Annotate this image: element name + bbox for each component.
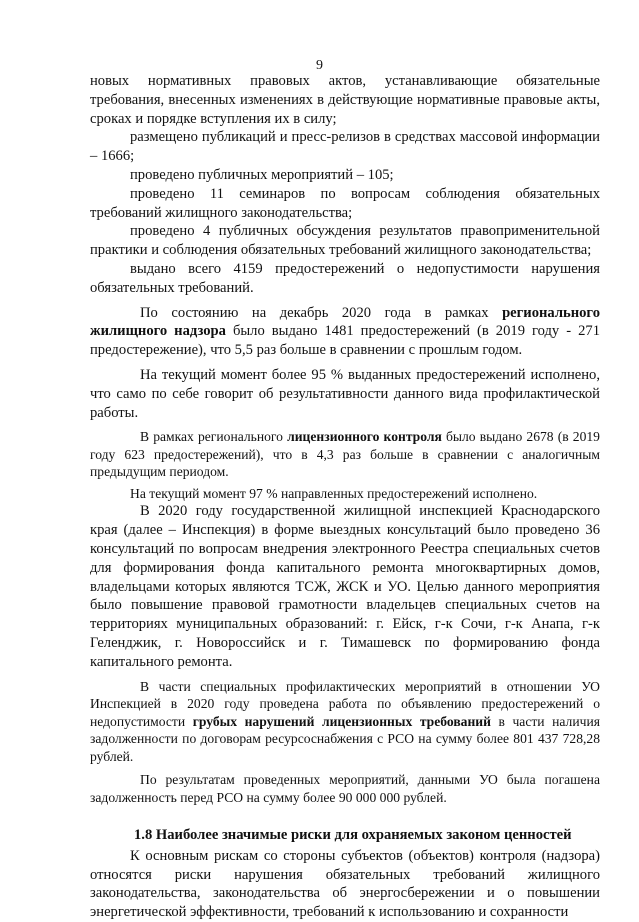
paragraph-12-text-c: в части наличия задолженности по договорам ресурсоснабжения с РСО на сумму более 801 437 728,28 рублей. bbox=[90, 713, 600, 764]
document-body bbox=[90, 72, 600, 922]
paragraph-1: новых нормативных правовых актов, устанавливающие обязательные требования, внесенных изменениях в действующие нормативные правовые акты, сроках и порядке вступления их в силу; bbox=[90, 73, 600, 127]
paragraph-9-bold: лицензионного контроля bbox=[287, 429, 442, 445]
paragraph-9 bbox=[90, 428, 600, 481]
paragraph-12-bold: грубых нарушений лицензионных требований bbox=[192, 713, 491, 729]
paragraph-2: размещено публикаций и пресс-релизов в средствах массовой информации – 1666; bbox=[90, 129, 600, 165]
page-number: 9 bbox=[316, 58, 323, 73]
paragraph-12-text-a: В части специальных профилактических мероприятий в отношении УО Инспекцией в 2020 году проведена работа по объявлению предостережений о недопустимости bbox=[90, 678, 600, 729]
paragraph-6: выдано всего 4159 предостережений о недопустимости нарушения обязательных требований. bbox=[90, 260, 600, 296]
paragraph-5: проведено 4 публичных обсуждения результатов правоприменительной практики и соблюдения обязательных требований жилищного законодательства; bbox=[90, 223, 600, 259]
paragraph-3: проведено публичных мероприятий – 105; bbox=[130, 166, 394, 183]
section-heading: 1.8 Наиболее значимые риски для охраняемых законом ценностей bbox=[134, 827, 572, 844]
paragraph-4: проведено 11 семинаров по вопросам соблюдения обязательных требований жилищного законодательства; bbox=[90, 185, 600, 221]
paragraph-7-bold: регионального жилищного надзора bbox=[90, 304, 600, 340]
paragraph-7-text-a: По состоянию на декабрь 2020 года в рамках bbox=[140, 304, 503, 321]
paragraph-11: В 2020 году государственной жилищной инспекцией Краснодарского края (далее – Инспекция) в форме выездных консультаций было проведено 36 консультаций по вопросам внедрения электронного Реестра специальных счетов для формирования фонда капитального ремонта многоквартирных домов, владельцами которых являются ТСЖ, ЖСК и УО. Целью данного мероприятия было повышение правовой грамотности владельцев специальных счетов на территориях муниципальных образований: г. Ейск, г-к Сочи, г-к Анапа, г-к Геленджик, г. Новороссийск и г. Тимашевск по формированию фонда капитального ремонта. bbox=[90, 503, 600, 670]
paragraph-14: К основным рискам со стороны субъектов (объектов) контроля (надзора) относятся риски нарушения обязательных требований жилищного законодательства, законодательства об энергосбережении и о повышении энергетической эффективности, требований к использованию и сохранности bbox=[90, 847, 600, 921]
paragraph-8: На текущий момент более 95 % выданных предостережений исполнено, что само по себе говорит об результативности данного вида профилактической работы. bbox=[90, 366, 600, 421]
paragraph-12 bbox=[90, 678, 600, 766]
paragraph-7-text-c: было выдано 1481 предостережений (в 2019 году - 271 предостережение), что 5,5 раз больше в сравнении с прошлым годом. bbox=[90, 323, 600, 359]
paragraph-7 bbox=[90, 304, 600, 360]
paragraph-10: На текущий момент 97 % направленных предостережений исполнено. bbox=[130, 485, 538, 501]
paragraph-13: По результатам проведенных мероприятий, данными УО была погашена задолженность перед РСО на сумму более 90 000 000 рублей. bbox=[90, 772, 600, 805]
paragraph-9-text-a: В рамках регионального bbox=[140, 429, 288, 445]
paragraph-9-text-c: было выдано 2678 (в 2019 году 623 предостережений), что в 4,3 раз больше в сравнении с аналогичным предыдущим периодом. bbox=[90, 429, 600, 480]
